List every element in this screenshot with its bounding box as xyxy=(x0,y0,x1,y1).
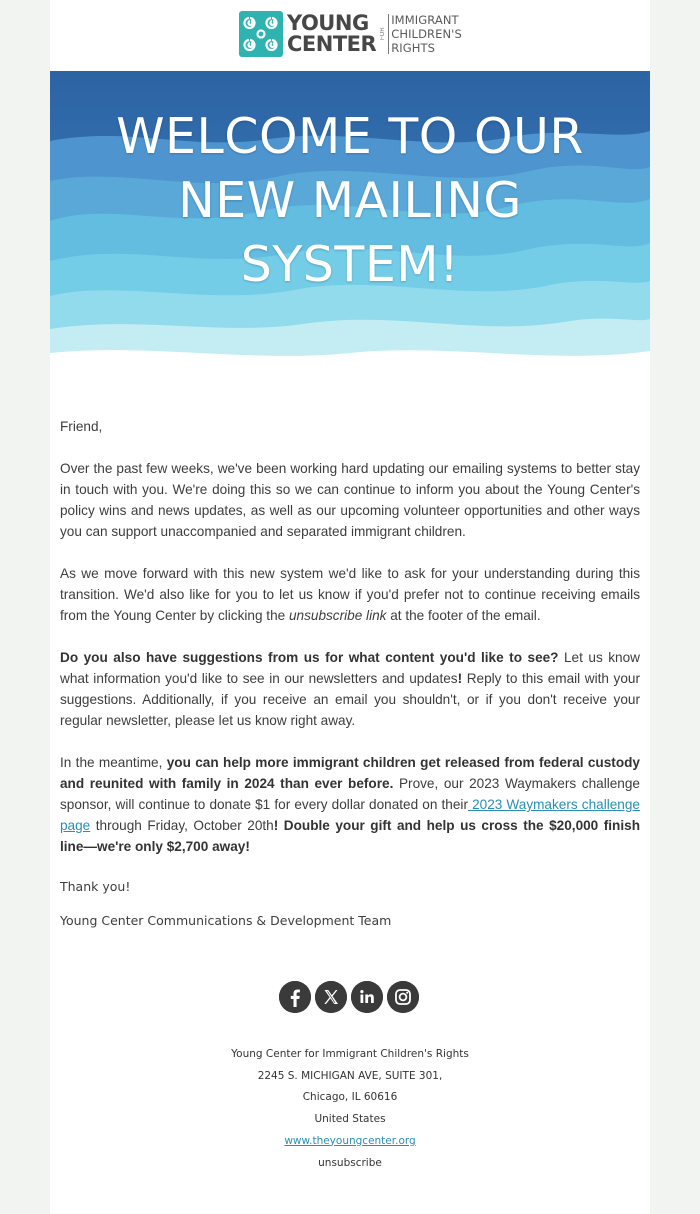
p4-text-c: through Friday, October 20th xyxy=(90,818,274,833)
p2-text-b: at the footer of the email. xyxy=(386,608,541,623)
logo-for: FOR xyxy=(380,14,389,54)
logo-sub-1: IMMIGRANT xyxy=(391,13,459,27)
hero-banner xyxy=(50,71,650,373)
signature: Young Center Communications & Development Team xyxy=(60,913,392,928)
unsubscribe-link-mention: unsubscribe link xyxy=(288,608,387,623)
instagram-icon xyxy=(387,981,419,1013)
p4-text-a: In the meantime, xyxy=(60,755,167,770)
paragraph-suggestions xyxy=(60,647,640,731)
paragraph-transition xyxy=(60,563,640,626)
social-links xyxy=(279,981,421,1015)
linkedin-icon xyxy=(351,981,383,1013)
email-card xyxy=(50,0,650,1214)
paragraph-donate xyxy=(60,752,640,857)
waymakers-challenge-link[interactable]: 2023 Waymakers challenge page xyxy=(60,797,640,833)
hero-title xyxy=(50,105,650,297)
hero-title-line-2: NEW MAILING xyxy=(178,172,522,229)
spiral-logo-icon xyxy=(239,11,283,57)
x-icon xyxy=(315,981,347,1013)
p4-bold-1: you can help more immigrant children get released from federal custody and reunited with family in 2024 than ever before. xyxy=(60,755,640,791)
paragraph-intro: Over the past few weeks, we've been working hard updating our emailing systems to better stay in touch with you. We're doing this so we can continue to inform you about the Young Center's policy wins and news updates, as well as our upcoming volunteer opportunities and other ways you can support unaccompanied and separated immigrant children. xyxy=(60,461,640,539)
logo-wordmark xyxy=(287,13,376,55)
p3-text-a: Let us know what information you'd like to see in our newsletters and updates xyxy=(60,650,640,686)
linkedin-link[interactable] xyxy=(351,981,383,1013)
facebook-link[interactable] xyxy=(279,981,311,1013)
greeting: Friend, xyxy=(60,419,103,434)
hero-title-line-1: WELCOME TO OUR xyxy=(116,108,584,165)
footer-country: United States xyxy=(314,1113,386,1126)
footer-city: Chicago, IL 60616 xyxy=(302,1091,398,1104)
p2-text-a: As we move forward with this new system we'd like to ask for your understanding during this transition. We'd also like for you to let us know if you'd prefer not to continue receiving emails from the Young Center by clicking the xyxy=(60,566,640,623)
hero-title-line-3: SYSTEM! xyxy=(240,236,460,293)
logo-line-1: YOUNG xyxy=(287,11,369,35)
website-link[interactable]: www.theyoungcenter.org xyxy=(284,1134,416,1147)
footer-org: Young Center for Immigrant Children's Rights xyxy=(231,1048,469,1060)
facebook-icon xyxy=(279,981,311,1013)
logo-sub-3: RIGHTS xyxy=(391,41,436,55)
p3-text-b: Reply to this email with your suggestions. Additionally, if you receive an email you shouldn't, or if you don't receive your regular newsletter, please let us know right away. xyxy=(60,671,640,728)
instagram-link[interactable] xyxy=(387,981,419,1013)
young-center-logo[interactable] xyxy=(239,8,469,60)
p4-text-b: Prove, our 2023 Waymakers challenge sponsor, will continue to donate $1 for every dollar donated on their xyxy=(60,776,640,812)
logo-sub-2: CHILDREN'S xyxy=(391,27,462,41)
p3-bold: Do you also have suggestions from us for what content you'd like to see? xyxy=(60,650,559,665)
logo-subtitle xyxy=(391,13,462,55)
p4-bold-2: ! Double your gift and help us cross the $20,000 finish line—we're only $2,700 away! xyxy=(60,818,640,854)
logo-line-2: CENTER xyxy=(287,32,377,56)
footer-address: 2245 S. MICHIGAN AVE, SUITE 301, xyxy=(257,1069,443,1082)
thank-you: Thank you! xyxy=(60,879,131,894)
p3-bang: ! xyxy=(457,671,463,686)
x-link[interactable] xyxy=(315,981,347,1013)
unsubscribe-link[interactable]: unsubscribe xyxy=(318,1156,382,1169)
email-footer xyxy=(50,1044,650,1174)
